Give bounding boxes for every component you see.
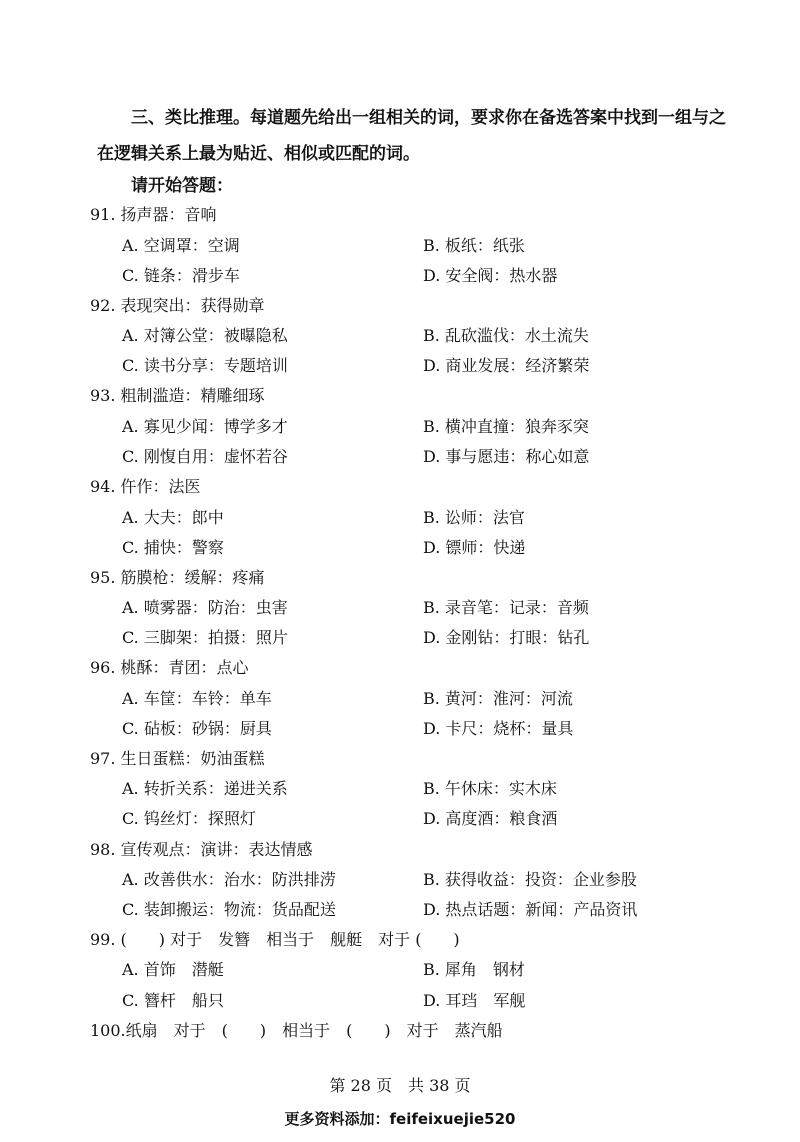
question-95-option-b: B. 录音笔：记录：音频 [423,598,589,617]
question-96-option-d: D. 卡尺：烧杯：量具 [423,719,574,738]
question-97-option-a: A. 转折关系：递进关系 [122,779,288,798]
question-97-option-d: D. 高度酒：粮食酒 [423,809,558,828]
question-98-option-c: C. 装卸搬运：物流：货品配送 [122,900,336,919]
question-96-option-b: B. 黄河：淮河：河流 [423,689,573,708]
question-94-option-a: A. 大夫：郎中 [122,508,224,527]
question-92-option-c: C. 读书分享：专题培训 [122,356,288,375]
question-94-option-b: B. 讼师：法官 [423,508,525,527]
question-98-option-b: B. 获得收益：投资：企业参股 [423,870,637,889]
question-93-option-d: D. 事与愿违：称心如意 [423,447,590,466]
question-99-stem: 99. ( ) 对于 发簪 相当于 舰艇 对于 ( ) [90,930,460,949]
question-99-option-b: B. 犀角 钢材 [423,960,525,979]
question-93-stem: 93. 粗制滥造：精雕细琢 [90,386,265,405]
question-100-stem: 100.纸扇 对于 ( ) 相当于 ( ) 对于 蒸汽船 [90,1021,503,1040]
question-99-option-c: C. 簪杆 船只 [122,991,224,1010]
question-94-stem: 94. 仵作：法医 [90,477,201,496]
question-91-option-c: C. 链条：滑步车 [122,266,240,285]
question-94-option-c: C. 捕快：警察 [122,538,224,557]
question-97-stem: 97. 生日蛋糕：奶油蛋糕 [90,749,265,768]
question-96-option-c: C. 砧板：砂锅：厨具 [122,719,272,738]
question-98-stem: 98. 宣传观点：演讲：表达情感 [90,840,313,859]
question-93-option-c: C. 刚愎自用：虚怀若谷 [122,447,288,466]
start-prompt: 请开始答题： [131,176,233,196]
question-96-option-a: A. 车筐：车铃：单车 [122,689,272,708]
question-91-option-a: A. 空调罩：空调 [122,236,240,255]
question-93-option-b: B. 横冲直撞：狼奔豕突 [423,417,589,436]
page-number: 第 28 页 共 38 页 [329,1076,471,1095]
question-92-option-a: A. 对簿公堂：被曝隐私 [122,326,288,345]
question-99-option-a: A. 首饰 潜艇 [122,960,224,979]
watermark-contact: 更多资料添加：feifeixuejie520 [284,1110,516,1128]
question-98-option-a: A. 改善供水：治水：防洪排涝 [122,870,336,889]
question-95-option-c: C. 三脚架：拍摄：照片 [122,628,288,647]
question-95-option-d: D. 金刚钻：打眼：钻孔 [423,628,590,647]
question-94-option-d: D. 镖师：快递 [423,538,526,557]
question-95-option-a: A. 喷雾器：防治：虫害 [122,598,288,617]
question-92-option-d: D. 商业发展：经济繁荣 [423,356,590,375]
question-92-option-b: B. 乱砍滥伐：水土流失 [423,326,589,345]
question-98-option-d: D. 热点话题：新闻：产品资讯 [423,900,638,919]
question-95-stem: 95. 筋膜枪：缓解：疼痛 [90,568,265,587]
question-97-option-c: C. 钨丝灯：探照灯 [122,809,256,828]
question-93-option-a: A. 寡见少闻：博学多才 [122,417,288,436]
section-instructions: 三、类比推理。每道题先给出一组相关的词，要求你在备选答案中找到一组与之在逻辑关系上最为贴近、相似或匹配的词。 [97,108,726,164]
question-97-option-b: B. 午休床：实木床 [423,779,557,798]
question-91-option-b: B. 板纸：纸张 [423,236,525,255]
question-91-option-d: D. 安全阀：热水器 [423,266,558,285]
question-96-stem: 96. 桃酥：青团：点心 [90,658,249,677]
question-92-stem: 92. 表现突出：获得勋章 [90,296,265,315]
question-91-stem: 91. 扬声器：音响 [90,205,217,224]
question-99-option-d: D. 耳珰 军舰 [423,991,526,1010]
